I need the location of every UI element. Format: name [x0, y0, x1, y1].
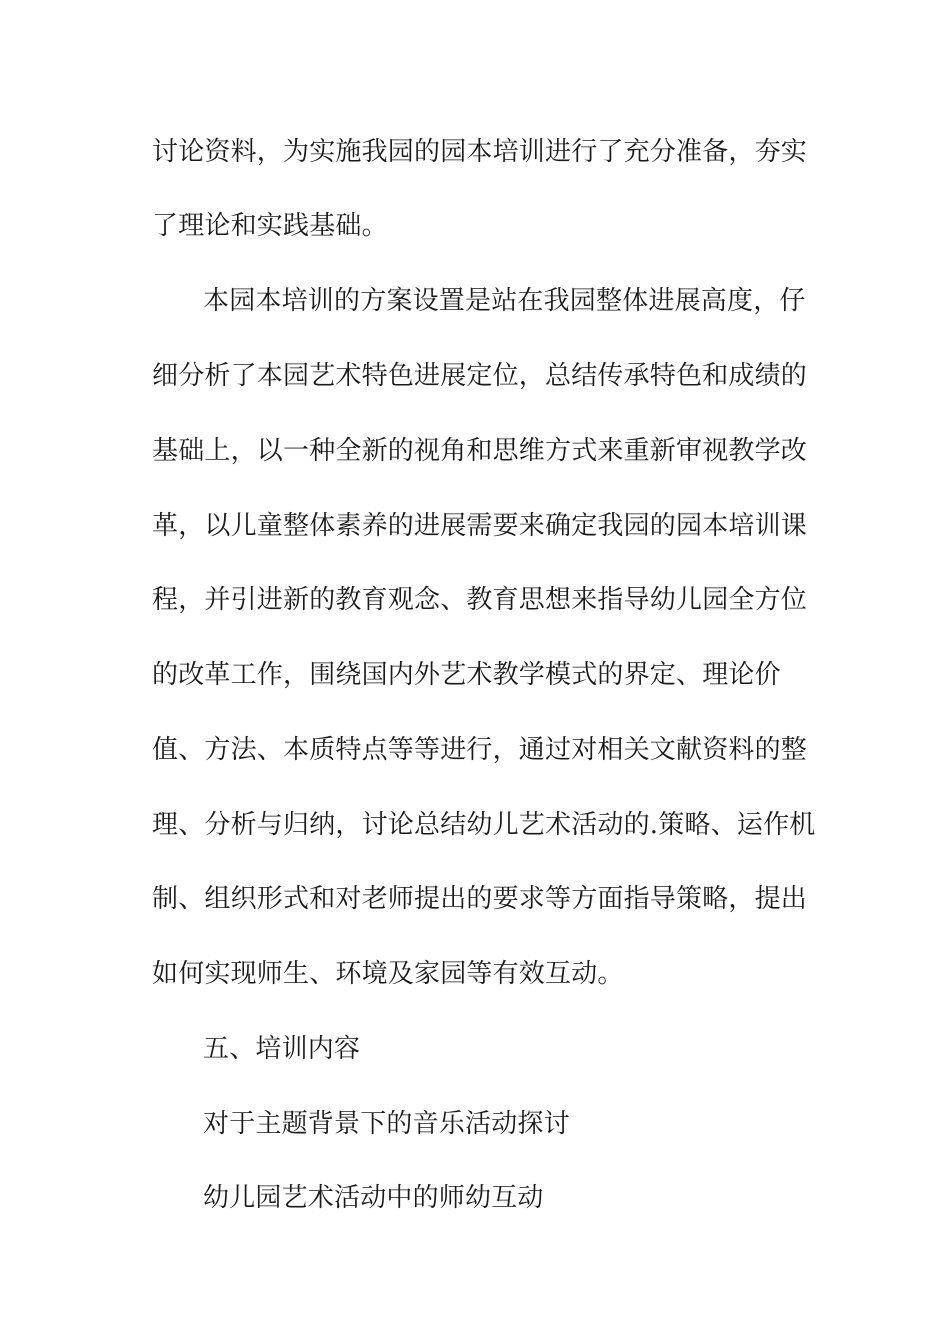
list-item: 幼儿园艺术活动中的师幼互动 — [203, 1183, 544, 1213]
paragraph-line: 本园本培训的方案设置是站在我园整体进展高度，仔 — [203, 286, 806, 316]
paragraph-line: 值、方法、本质特点等等进行，通过对相关文献资料的整 — [152, 735, 808, 765]
paragraph-line: 讨论资料，为实施我园的园本培训进行了充分准备，夯实 — [152, 137, 808, 167]
paragraph-line: 了理论和实践基础。 — [152, 211, 388, 241]
paragraph-line: 理、分析与归纳，讨论总结幼儿艺术活动的.策略、运作机 — [152, 810, 816, 840]
section-heading: 五、培训内容 — [203, 1034, 361, 1064]
paragraph-line: 程，并引进新的教育观念、教育思想来指导幼儿园全方位 — [152, 585, 808, 615]
paragraph-line: 如何实现师生、环境及家园等有效互动。 — [152, 959, 624, 989]
paragraph-line: 革，以儿童整体素养的进展需要来确定我园的园本培训课 — [152, 511, 808, 541]
list-item: 对于主题背景下的音乐活动探讨 — [203, 1109, 570, 1139]
paragraph-line: 基础上，以一种全新的视角和思维方式来重新审视教学改 — [152, 436, 808, 466]
paragraph-line: 制、组织形式和对老师提出的要求等方面指导策略，提出 — [152, 884, 808, 914]
paragraph-line: 的改革工作，围绕国内外艺术教学模式的界定、理论价 — [152, 660, 781, 690]
paragraph-line: 细分析了本园艺术特色进展定位，总结传承特色和成绩的 — [152, 361, 808, 391]
